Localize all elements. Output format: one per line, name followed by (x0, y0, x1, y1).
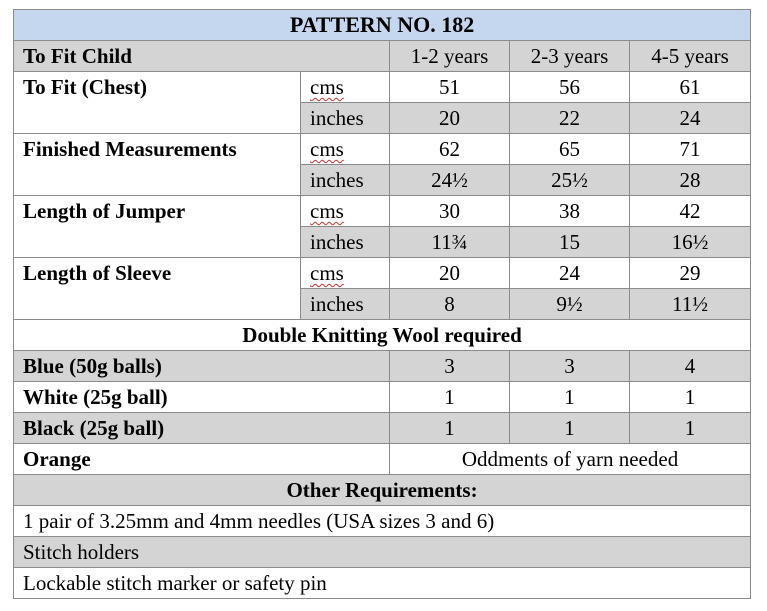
pattern-table (13, 9, 751, 599)
value-cell: 9½ (510, 289, 630, 320)
value-cell: 20 (390, 103, 510, 134)
value-cell: 24½ (390, 165, 510, 196)
value-cell: 56 (510, 72, 630, 103)
requirement-item: 1 pair of 3.25mm and 4mm needles (USA sizes 3 and 6) (14, 506, 751, 537)
title-row (14, 10, 751, 41)
value-cell: 62 (390, 134, 510, 165)
unit-cell: inches (301, 289, 390, 320)
value-cell: 20 (390, 258, 510, 289)
measurement-row (14, 134, 751, 165)
value-cell: 24 (510, 258, 630, 289)
requirement-item: Lockable stitch marker or safety pin (14, 568, 751, 599)
value-cell: 42 (630, 196, 751, 227)
unit-cell (301, 72, 390, 103)
unit-text: cms (310, 137, 344, 161)
value-cell: 22 (510, 103, 630, 134)
value-cell: 16½ (630, 227, 751, 258)
measurement-label: Finished Measurements (14, 134, 301, 196)
size-header: 1-2 years (390, 41, 510, 72)
measurement-label: To Fit (Chest) (14, 72, 301, 134)
measurement-row (14, 258, 751, 289)
wool-label: White (25g ball) (14, 382, 390, 413)
wool-label: Black (25g ball) (14, 413, 390, 444)
unit-cell (301, 134, 390, 165)
other-row (14, 537, 751, 568)
unit-cell: inches (301, 165, 390, 196)
value-cell: 1 (510, 382, 630, 413)
value-cell: 3 (390, 351, 510, 382)
measurement-label: Length of Jumper (14, 196, 301, 258)
value-cell: 15 (510, 227, 630, 258)
size-header: 4-5 years (630, 41, 751, 72)
unit-text: cms (310, 261, 344, 285)
value-cell: 11½ (630, 289, 751, 320)
wool-heading: Double Knitting Wool required (14, 320, 751, 351)
value-cell: 8 (390, 289, 510, 320)
wool-row (14, 444, 751, 475)
value-cell: Oddments of yarn needed (390, 444, 751, 475)
wool-row (14, 382, 751, 413)
unit-cell (301, 196, 390, 227)
other-row (14, 568, 751, 599)
fit-child-label: To Fit Child (14, 41, 390, 72)
value-cell: 28 (630, 165, 751, 196)
value-cell: 38 (510, 196, 630, 227)
measurement-row (14, 196, 751, 227)
value-cell: 61 (630, 72, 751, 103)
unit-cell: inches (301, 103, 390, 134)
unit-text: cms (310, 75, 344, 99)
unit-text: cms (310, 199, 344, 223)
requirement-item: Stitch holders (14, 537, 751, 568)
measurement-row (14, 72, 751, 103)
other-row (14, 506, 751, 537)
value-cell: 3 (510, 351, 630, 382)
value-cell: 71 (630, 134, 751, 165)
size-header: 2-3 years (510, 41, 630, 72)
value-cell: 25½ (510, 165, 630, 196)
value-cell: 1 (630, 413, 751, 444)
value-cell: 24 (630, 103, 751, 134)
wool-heading-row (14, 320, 751, 351)
value-cell: 1 (390, 413, 510, 444)
value-cell: 51 (390, 72, 510, 103)
unit-cell (301, 258, 390, 289)
value-cell: 29 (630, 258, 751, 289)
size-header-row (14, 41, 751, 72)
pattern-title: PATTERN NO. 182 (14, 10, 751, 41)
wool-row (14, 351, 751, 382)
value-cell: 1 (630, 382, 751, 413)
value-cell: 1 (510, 413, 630, 444)
value-cell: 1 (390, 382, 510, 413)
other-heading-row (14, 475, 751, 506)
measurement-label: Length of Sleeve (14, 258, 301, 320)
value-cell: 11¾ (390, 227, 510, 258)
value-cell: 65 (510, 134, 630, 165)
wool-label: Blue (50g balls) (14, 351, 390, 382)
wool-label: Orange (14, 444, 390, 475)
value-cell: 4 (630, 351, 751, 382)
other-heading: Other Requirements: (14, 475, 751, 506)
value-cell: 30 (390, 196, 510, 227)
unit-cell: inches (301, 227, 390, 258)
wool-row (14, 413, 751, 444)
